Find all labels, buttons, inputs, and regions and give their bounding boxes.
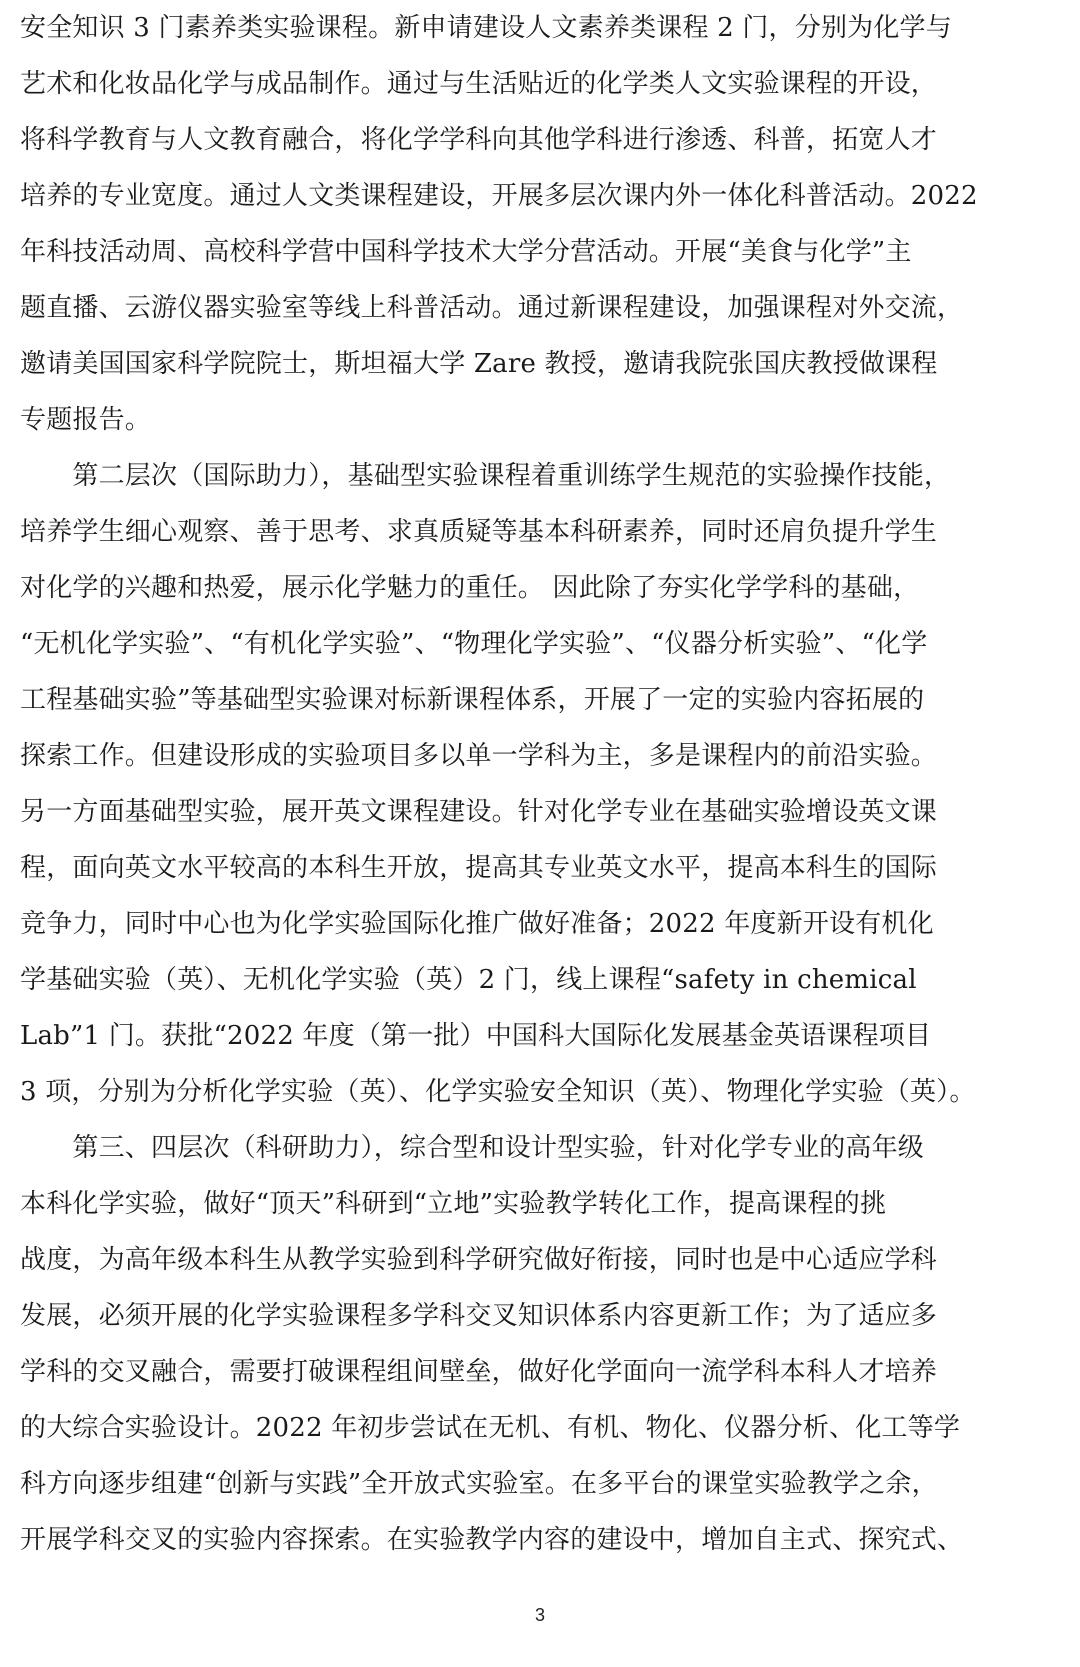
text-line: 另一方面基础型实验，展开英文课程建设。针对化学专业在基础实验增设英文课 xyxy=(20,797,938,827)
text-line: 3 项，分别为分析化学实验（英）、化学实验安全知识（英）、物理化学实验（英）。 xyxy=(20,1077,976,1107)
text-line: “无机化学实验”、“有机化学实验”、“物理化学实验”、“仪器分析实验”、“化学 xyxy=(20,629,928,659)
text-line: 对化学的兴趣和热爱，展示化学魅力的重任。 因此除了夯实化学学科的基础， xyxy=(20,573,920,603)
text-line: 安全知识 3 门素养类实验课程。新申请建设人文素养类课程 2 门，分别为化学与 xyxy=(20,13,952,43)
text-line: 学基础实验（英）、无机化学实验（英）2 门，线上课程“safety in chemical xyxy=(20,965,917,995)
text-line: 培养学生细心观察、善于思考、求真质疑等基本科研素养，同时还肩负提升学生 xyxy=(20,517,938,547)
page-number: 3 xyxy=(534,1605,545,1625)
text-line: 年科技活动周、高校科学营中国科学技术大学分营活动。开展“美食与化学”主 xyxy=(20,237,912,267)
text-line: 工程基础实验”等基础型实验课对标新课程体系，开展了一定的实验内容拓展的 xyxy=(20,685,925,715)
text-line: 培养的专业宽度。通过人文类课程建设，开展多层次课内外一体化科普活动。2022 xyxy=(20,181,978,211)
text-line: 第二层次（国际助力），基础型实验课程着重训练学生规范的实验操作技能， xyxy=(20,461,951,491)
text-line: 题直播、云游仪器实验室等线上科普活动。通过新课程建设，加强课程对外交流， xyxy=(20,293,964,323)
text-line: 开展学科交叉的实验内容探索。在实验教学内容的建设中，增加自主式、探究式、 xyxy=(20,1525,964,1555)
text-line: Lab”1 门。获批“2022 年度（第一批）中国科大国际化发展基金英语课程项目 xyxy=(20,1021,932,1051)
text-line: 艺术和化妆品化学与成品制作。通过与生活贴近的化学类人文实验课程的开设， xyxy=(20,69,938,99)
text-line: 邀请美国国家科学院院士，斯坦福大学 Zare 教授，邀请我院张国庆教授做课程 xyxy=(20,349,938,379)
text-line: 竞争力，同时中心也为化学实验国际化推广做好准备；2022 年度新开设有机化 xyxy=(20,909,934,939)
text-line: 程，面向英文水平较高的本科生开放，提高其专业英文水平，提高本科生的国际 xyxy=(20,853,938,883)
text-line: 将科学教育与人文教育融合，将化学学科向其他学科进行渗透、科普，拓宽人才 xyxy=(20,125,938,155)
body-text xyxy=(20,0,1060,1568)
text-line: 本科化学实验，做好“顶天”科研到“立地”实验教学转化工作，提高课程的挑 xyxy=(20,1189,887,1219)
text-line: 科方向逐步组建“创新与实践”全开放式实验室。在多平台的课堂实验教学之余， xyxy=(20,1469,938,1499)
text-line: 第三、四层次（科研助力），综合型和设计型实验，针对化学专业的高年级 xyxy=(20,1133,925,1163)
text-line: 发展，必须开展的化学实验课程多学科交叉知识体系内容更新工作；为了适应多 xyxy=(20,1301,938,1331)
text-line: 战度，为高年级本科生从教学实验到科学研究做好衔接，同时也是中心适应学科 xyxy=(20,1245,938,1275)
text-line: 学科的交叉融合，需要打破课程组间壁垒，做好化学面向一流学科本科人才培养 xyxy=(20,1357,938,1387)
text-line: 专题报告。 xyxy=(20,405,152,435)
text-line: 探索工作。但建设形成的实验项目多以单一学科为主，多是课程内的前沿实验。 xyxy=(20,741,938,771)
text-line: 的大综合实验设计。2022 年初步尝试在无机、有机、物化、仪器分析、化工等学 xyxy=(20,1413,961,1443)
